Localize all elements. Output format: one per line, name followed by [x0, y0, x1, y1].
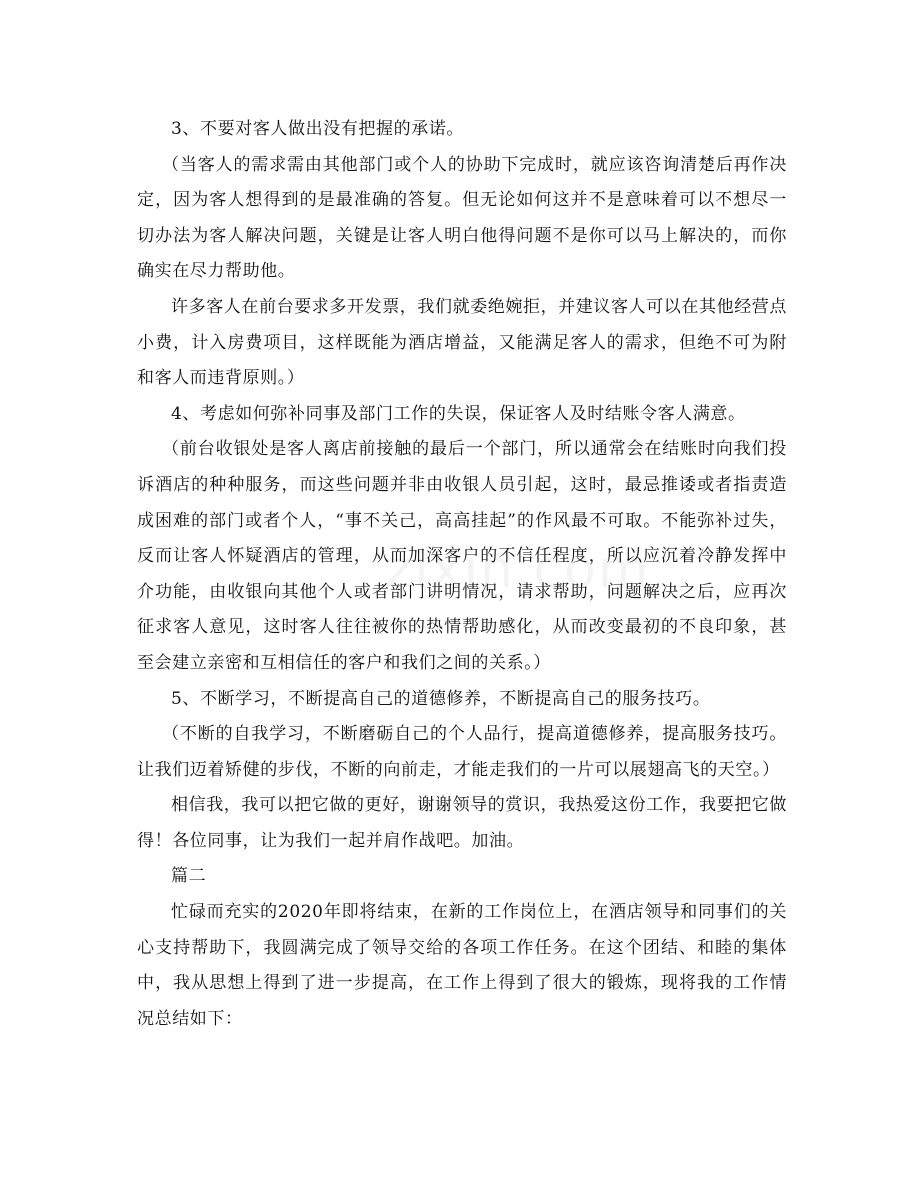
paragraph-part-two-intro: 忙碌而充实的2020年即将结束，在新的工作岗位上，在酒店领导和同事们的关心支持帮助下，我圆满完成了领导交给的各项工作任务。在这个团结、和睦的集体中，我从思想上得到了进一步提高，在工作上得到了很大的锻炼，现将我的工作情况总结如下： [137, 902, 787, 1029]
paragraph-invoice-example: 许多客人在前台要求多开发票，我们就委绝婉拒，并建议客人可以在其他经营点小费，计入房费项目，这样既能为酒店增益，又能满足客人的需求，但绝不可为附和客人而违背原则。） [137, 296, 787, 389]
document-body [137, 112, 787, 1037]
paragraph-item-3-explanation: （当客人的需求需由其他部门或个人的协助下完成时，就应该咨询清楚后再作决定，因为客人想得到的是最准确的答复。但无论如何这并不是意味着可以不想尽一切办法为客人解决问题，关键是让客人明白他得问题不是你可以马上解决的，而你确实在尽力帮助他。 [137, 154, 787, 282]
paragraph-item-4: 4、考虑如何弥补同事及部门工作的失误，保证客人及时结账令客人满意。 [171, 403, 746, 424]
paragraph-item-3: 3、不要对客人做出没有把握的承诺。 [171, 119, 465, 139]
paragraph-item-4-explanation: （前台收银处是客人离店前接触的最后一个部门，所以通常会在结账时向我们投诉酒店的种种服务，而这些问题并非由收银人员引起，这时，最忌推诿或者指责造成困难的部门或者个人，“事不关己，高高挂起”的作风最不可取。不能弥补过失，反而让客人怀疑酒店的管理，从而加深客户的不信任程度，所以应沉着冷静发挥中介功能，由收银向其他个人或者部门讲明情况，请求帮助，问题解决之后，应再次征求客人意见，这时客人往往被你的热情帮助感化，从而改变最初的不良印象，甚至会建立亲密和互相信任的客户和我们之间的关系。） [137, 439, 787, 673]
paragraph-closing: 相信我，我可以把它做的更好，谢谢领导的赏识，我热爱这份工作，我要把它做得！各位同事，让为我们一起并肩作战吧。加油。 [137, 795, 787, 851]
paragraph-item-5-explanation: （不断的自我学习，不断磨砺自己的个人品行，提高道德修养，提高服务技巧。让我们迈着矫健的步伐，不断的向前走，才能走我们的一片可以展翅高飞的天空。） [137, 724, 787, 780]
paragraph-item-5: 5、不断学习，不断提高自己的道德修养，不断提高自己的服务技巧。 [171, 688, 711, 709]
section-heading-part-two: 篇二 [171, 866, 207, 887]
